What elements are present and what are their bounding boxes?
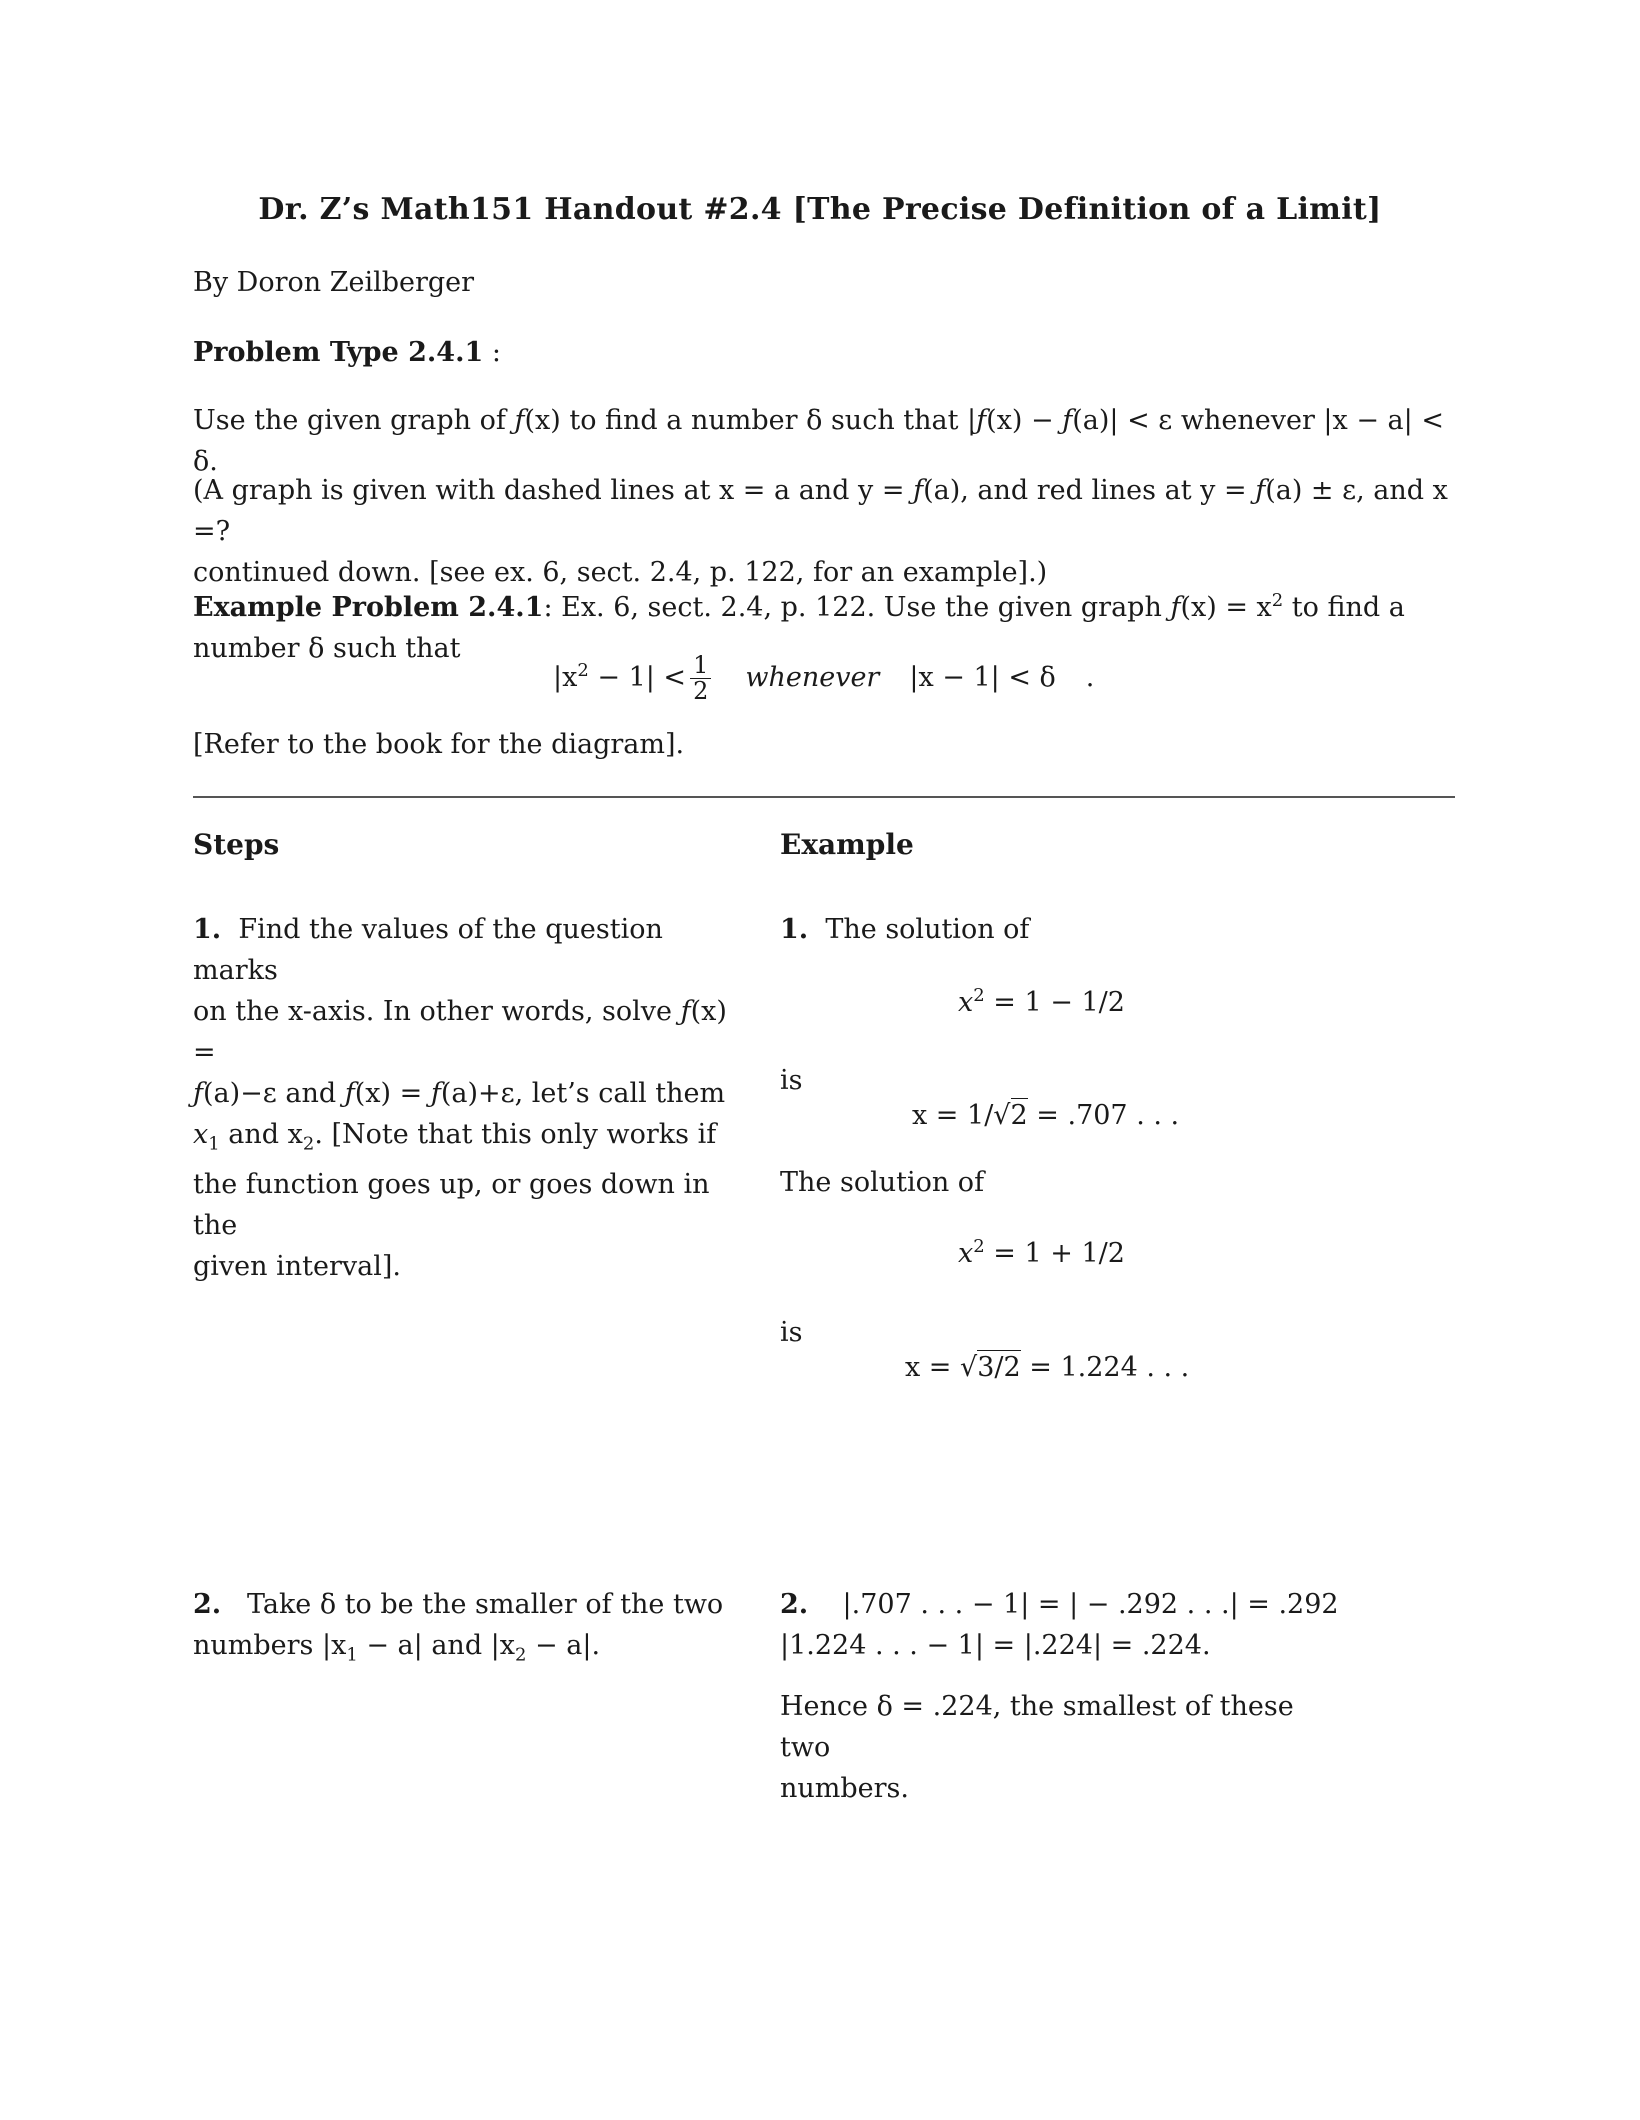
f-symbol: ƒ [680,996,691,1027]
step-text: given interval]. [193,1251,401,1283]
sqrt-radicand: 3/2 [977,1352,1021,1383]
statement-part: (a)| < ε whenever |x − a| < δ. [193,405,1444,477]
equation-2 [958,1236,1125,1269]
example-line: |.707 . . . − 1| = | − .292 . . .| = .292 [842,1589,1339,1620]
step-text: (a)−ε and [203,1078,345,1109]
is-label-2: is [780,1317,803,1348]
step-text: − a| and |x [357,1630,516,1661]
example-number: 2. [780,1589,809,1620]
equation-rhs: = 1 − 1/2 [993,987,1125,1018]
step-text: the function goes up, or goes down in the [193,1169,710,1242]
step-text: Find the values of the question marks [193,914,663,986]
steps-heading: Steps [193,828,280,861]
solution-1 [912,1100,1179,1131]
statement-part: (x) to find a number δ such that | [524,405,977,436]
example-text: The solution of [825,914,1030,945]
handout-title: Dr. Z’s Math151 Handout #2.4 [The Precise Definition of a Limit] [258,192,1382,227]
display-inequality [553,650,1094,704]
conclusion-line: numbers. [780,1773,909,1804]
is-label-1: is [780,1065,803,1096]
solution-part: x = 1/ [912,1100,994,1131]
subscript-one: 1 [346,1644,358,1666]
step-text: (x) = [354,1078,431,1109]
note-part: (a), and red lines at y = [923,475,1256,506]
step-1 [193,909,728,1287]
refer-note: [Refer to the book for the diagram]. [193,729,685,760]
subscript-two: 2 [515,1644,527,1666]
f-symbol: ƒ [514,405,525,436]
step-2 [193,1584,728,1675]
x1-symbol: x [193,1119,209,1150]
f-symbol: ƒ [976,405,987,436]
square-exponent: 2 [1271,590,1284,611]
ineq-left: |x [553,662,578,693]
problem-type-label: Problem Type 2.4.1 [193,337,484,368]
f-symbol: ƒ [1062,405,1073,436]
equation-rhs: = 1 + 1/2 [993,1238,1125,1269]
example-2-conclusion [780,1686,1340,1809]
example-2 [780,1584,1340,1666]
square-exponent: 2 [577,660,589,681]
step-text: (x) = [193,996,727,1068]
statement-part: Use the given graph of [193,405,515,436]
step-number: 2. [193,1589,222,1620]
step-text: (a)+ε, let’s call them [440,1078,726,1109]
f-symbol: ƒ [1255,475,1266,506]
one-half-fraction [690,650,711,705]
example-part: number δ such that [193,633,461,664]
problem-type-colon: : [483,337,501,368]
solution-part: = .707 . . . [1027,1100,1180,1131]
step-text: − a|. [526,1630,601,1661]
subscript-one: 1 [208,1133,220,1155]
sqrt-radicand: 2 [1010,1100,1028,1131]
problem-type-heading [193,332,1453,373]
x-symbol: x [958,987,974,1018]
example-number: 1. [780,914,809,945]
square-exponent: 2 [973,1236,985,1257]
note-part: continued down. [see ex. 6, sect. 2.4, p. 122, for an example].) [193,557,1048,588]
step-text: . [Note that this only works if [314,1119,717,1150]
fraction-denominator: 2 [693,677,709,705]
step-number: 1. [193,914,222,945]
example-problem-label: Example Problem 2.4.1 [193,592,544,623]
fraction-numerator: 1 [690,653,711,679]
f-symbol: ƒ [430,1078,441,1109]
note-part: (a) ± ε, and x =? [193,475,1448,547]
example-part: to find a [1283,592,1405,623]
statement-part: (x) − [986,405,1063,436]
solution-part: = 1.224 . . . [1020,1352,1190,1383]
problem-type-note [193,470,1453,593]
example-heading: Example [780,828,914,861]
f-symbol: ƒ [913,475,924,506]
solution-part: x = [905,1352,961,1383]
ineq-left: − 1| < [588,662,687,693]
equation-1 [958,985,1125,1018]
step-text: and x [219,1119,303,1150]
subscript-two: 2 [302,1133,315,1155]
author-line: By Doron Zeilberger [193,267,475,298]
f-symbol: ƒ [344,1078,355,1109]
sqrt-symbol: √ [993,1100,1011,1131]
whenever-word: whenever [745,662,880,693]
ineq-period: . [1085,662,1095,693]
step-text: on the x-axis. In other words, solve [193,996,681,1027]
example-line: |1.224 . . . − 1| = |.224| = .224. [780,1630,1211,1661]
example-part: (x) = x [1180,592,1272,623]
note-part: (A graph is given with dashed lines at x = a and y = [193,475,914,506]
example-1-intro-2: The solution of [780,1167,985,1198]
f-symbol: ƒ [1170,592,1181,623]
f-symbol: ƒ [193,1078,203,1109]
example-part: : Ex. 6, sect. 2.4, p. 122. Use the given graph [543,592,1171,623]
x-symbol: x [958,1238,974,1269]
step-text: numbers |x [193,1630,347,1661]
example-1-intro [780,909,1340,950]
step-text: Take δ to be the smaller of the two [246,1589,724,1620]
section-divider [193,796,1455,798]
conclusion-line: Hence δ = .224, the smallest of these two [780,1691,1294,1763]
solution-2 [905,1352,1189,1383]
sqrt-symbol: √ [960,1352,978,1383]
ineq-right: |x − 1| < δ [909,662,1056,693]
square-exponent: 2 [973,985,985,1006]
